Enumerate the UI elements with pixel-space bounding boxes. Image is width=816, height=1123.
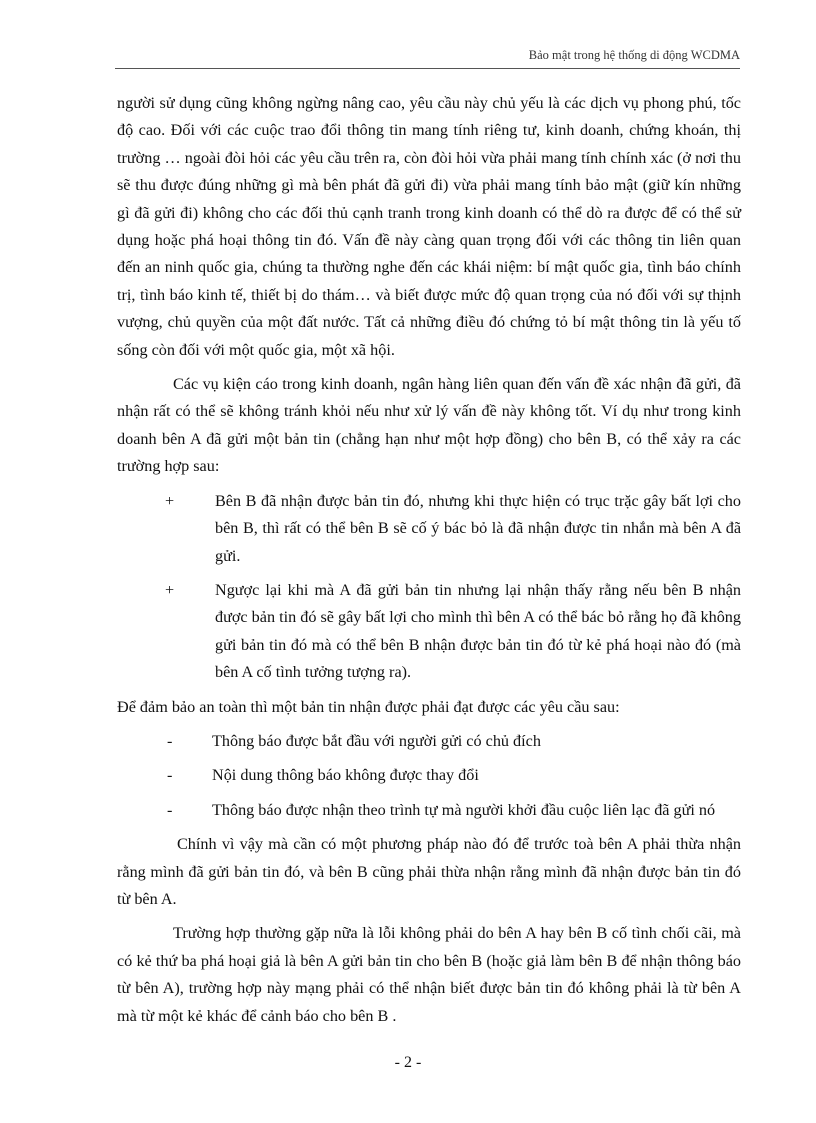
document-body	[117, 90, 741, 1037]
paragraph-5: Trường hợp thường gặp nữa là lỗi không phải do bên A hay bên B cố tình chối cãi, mà có kẻ thứ ba phá hoại giả là bên A gửi bản tin cho bên B (hoặc giả làm bên B để nhận thông báo từ bên A), trường hợp này mạng phải có thể nhận biết được bản tin đó không phải là từ bên A mà từ một kẻ khác để cảnh báo cho bên B .	[117, 924, 741, 1025]
paragraph-1: người sử dụng cũng không ngừng nâng cao, yêu cầu này chủ yếu là các dịch vụ phong phú, tốc độ cao. Đối với các cuộc trao đổi thông tin mang tính riêng tư, kinh doanh, chứng khoán, thị trường … ngoài đòi hỏi các yêu cầu trên ra, còn đòi hỏi vừa phải mang tính chính xác (ở nơi thu sẽ thu được đúng những gì mà bên phát đã gửi đi) vừa phải mang tính bảo mật (giữ kín những gì đã gửi đi) không cho các đối thủ cạnh tranh trong kinh doanh có thể dò ra được để có thể sử dụng hoặc phá hoại thông tin đó. Vấn đề này càng quan trọng đối với các thông tin liên quan đến an ninh quốc gia, chúng ta thường nghe đến các khái niệm: bí mật quốc gia, tình báo chính trị, tình báo kinh tế, thiết bị do thám… và biết được mức độ quan trọng của nó đối với sự thịnh vượng, chủ quyền của một đất nước. Tất cả những điều đó chứng tỏ bí mật thông tin là yếu tố sống còn đối với một quốc gia, một xã hội.	[117, 94, 741, 359]
dash-list-item	[117, 762, 741, 789]
list-item-text: Thông báo được nhận theo trình tự mà người khởi đầu cuộc liên lạc đã gửi nó	[212, 800, 716, 819]
list-marker: -	[167, 766, 173, 785]
paragraph-2: Các vụ kiện cáo trong kinh doanh, ngân hàng liên quan đến vấn đề xác nhận đã gửi, đã nhận rất có thể sẽ không tránh khỏi nếu như xử lý vấn đề này không tốt. Ví dụ như trong kinh doanh bên A đã gửi một bản tin (chẳng hạn như một hợp đồng) cho bên B, có thể xảy ra các trường hợp sau:	[117, 375, 741, 476]
list-marker: -	[167, 800, 173, 819]
page-number: - 2 -	[394, 1054, 422, 1071]
list-item-text: Nội dung thông báo không được thay đổi	[212, 766, 479, 785]
plus-list-item	[117, 488, 741, 570]
dash-list-item	[117, 797, 741, 824]
list-marker: -	[167, 731, 173, 750]
list-item-text: Thông báo được bắt đầu với người gửi có chủ đích	[212, 731, 541, 750]
running-header: Bảo mật trong hệ thống di động WCDMA	[115, 48, 740, 69]
list-marker: +	[165, 580, 175, 599]
plus-list-item	[117, 577, 741, 687]
list-item-text: Ngược lại khi mà A đã gửi bản tin nhưng lại nhận thấy rằng nếu bên B nhận được bản tin đó sẽ gây bất lợi cho mình thì bên A có thể bác bỏ rằng họ đã không gửi bản tin đó mà có thể bên B nhận được bản tin đó từ kẻ phá hoại nào đó (mà bên A cố tình tưởng tượng ra).	[215, 580, 741, 682]
list-marker: +	[165, 491, 175, 510]
list-item-text: Bên B đã nhận được bản tin đó, nhưng khi thực hiện có trục trặc gây bất lợi cho bên B, thì rất có thể bên B sẽ cố ý bác bỏ là đã nhận được tin nhắn mà bên A đã gửi.	[215, 491, 741, 565]
paragraph-3: Để đảm bảo an toàn thì một bản tin nhận được phải đạt được các yêu cầu sau:	[117, 697, 620, 716]
paragraph-4: Chính vì vậy mà cần có một phương pháp nào đó để trước toà bên A phải thừa nhận rằng mình đã gửi bản tin đó, và bên B cũng phải thừa nhận rằng mình đã nhận được bản tin đó từ bên A.	[117, 835, 741, 908]
dash-list-item	[117, 728, 741, 755]
